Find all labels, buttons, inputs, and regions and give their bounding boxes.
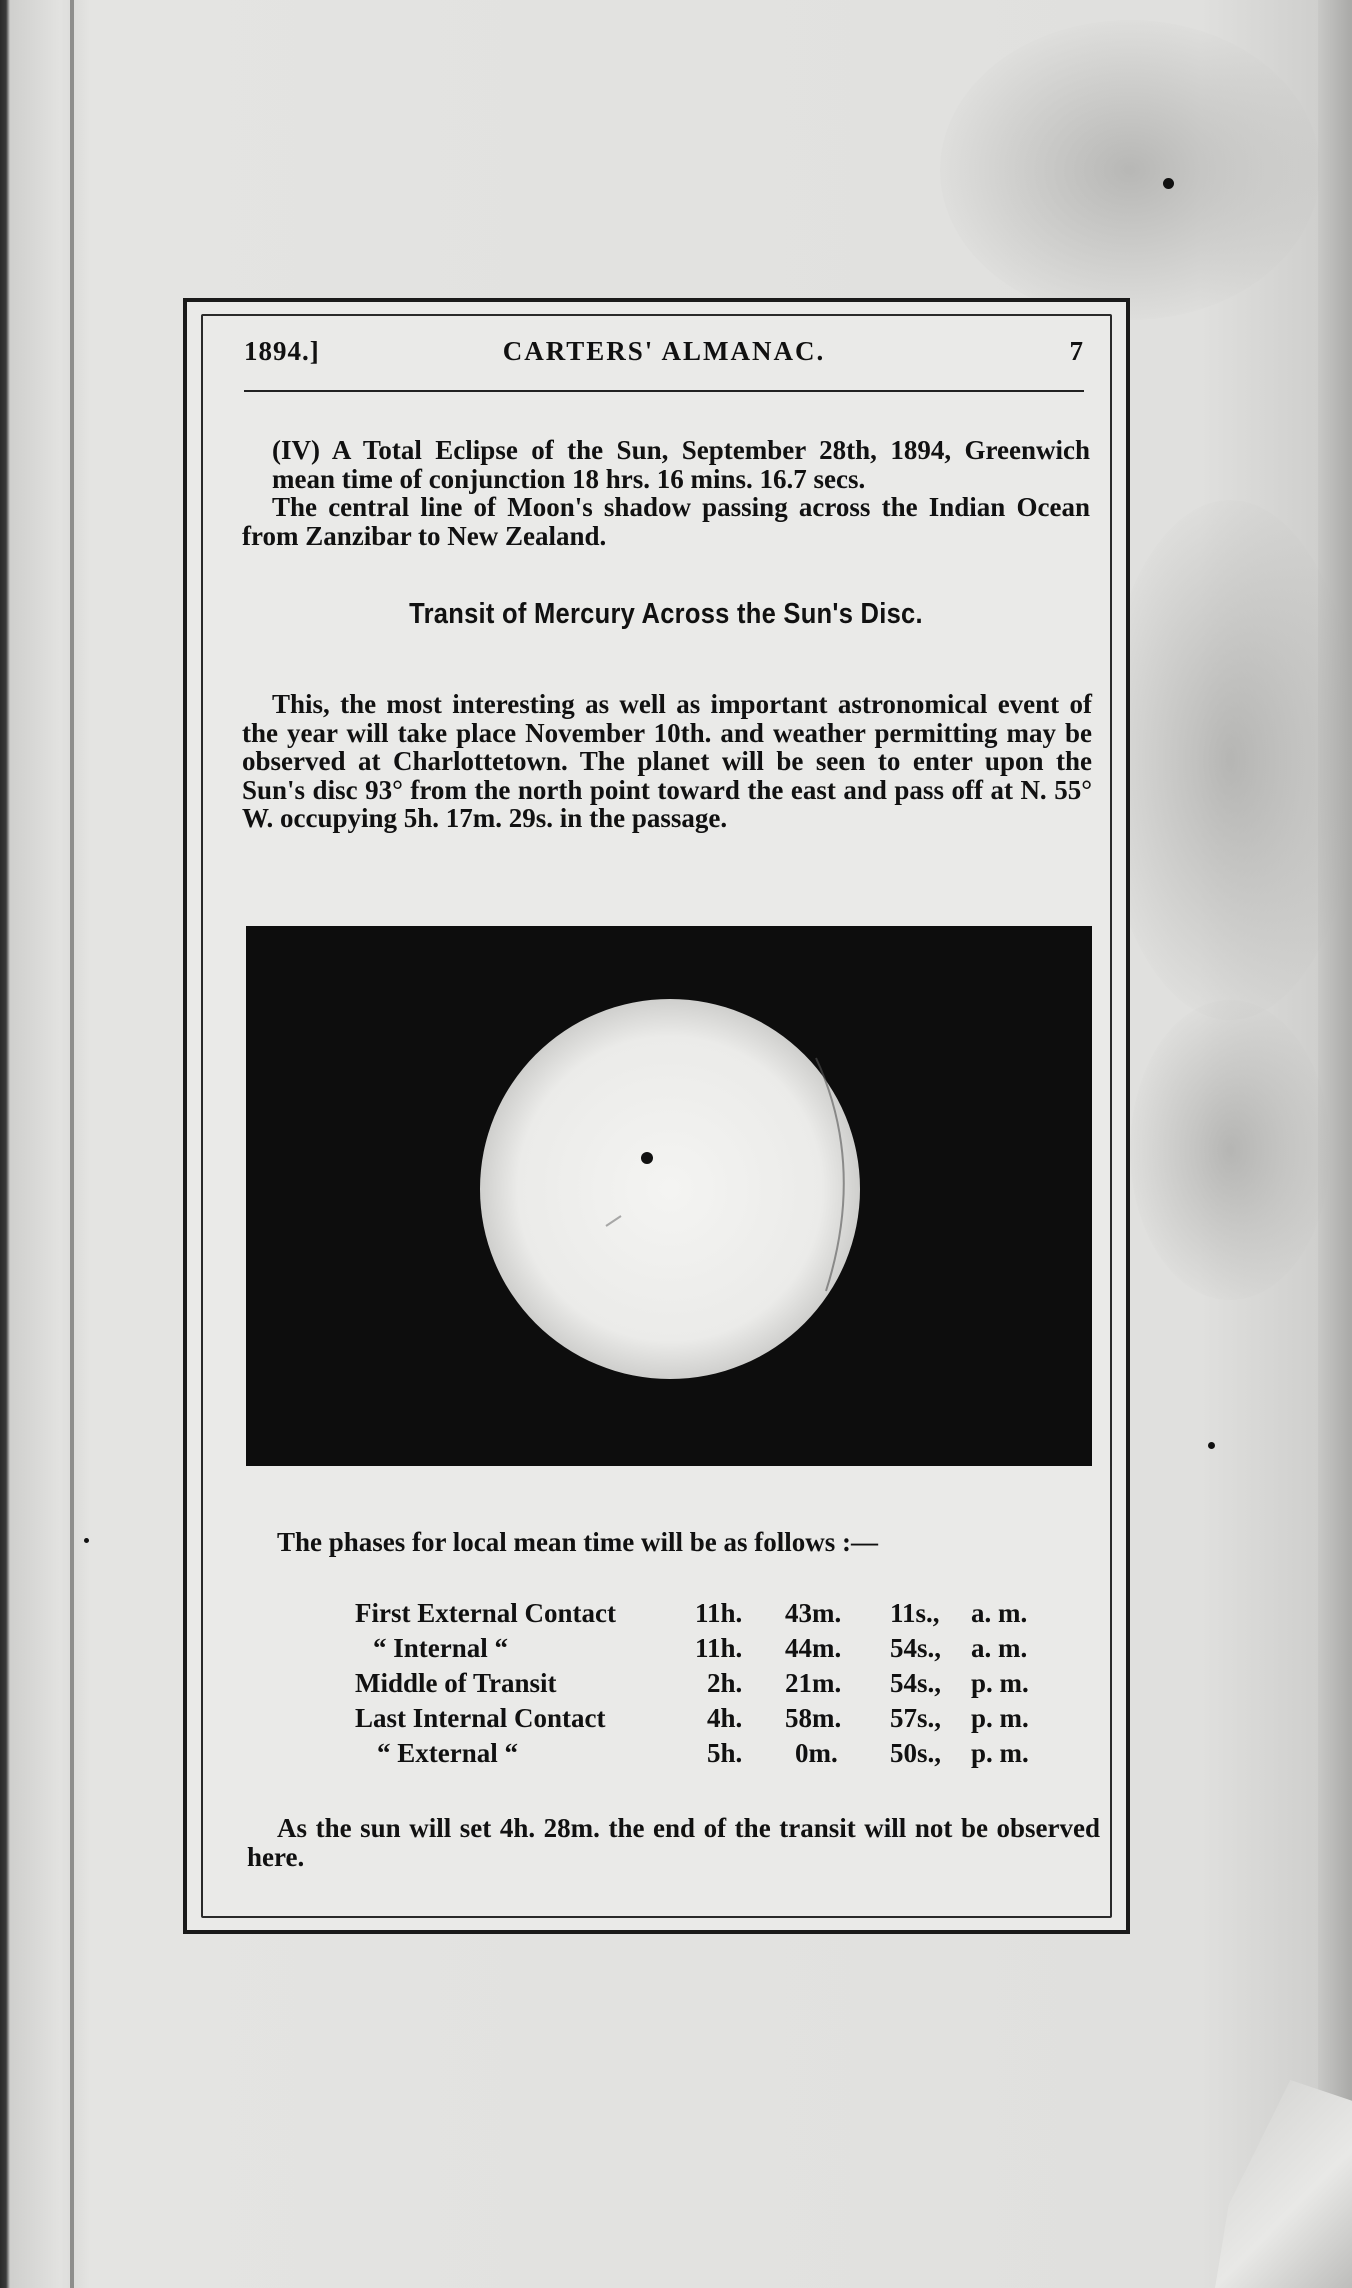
ink-speck [1163, 178, 1174, 189]
phase-second: 54s., [890, 1633, 942, 1663]
eclipse-paragraph [242, 436, 1090, 493]
header-title: CARTERS' ALMANAC. [502, 336, 826, 366]
phase-second: 57s., [890, 1703, 942, 1733]
phase-minute: 44m. [785, 1633, 842, 1663]
sun-disc-photo [246, 926, 1092, 1466]
header-rule [244, 390, 1084, 392]
phase-hour: 5h. [707, 1738, 743, 1768]
phase-name: “ Internal “ [373, 1633, 508, 1663]
phase-name: “ External “ [377, 1738, 518, 1768]
phase-hour: 11h. [695, 1633, 743, 1663]
phase-name: First External Contact [355, 1598, 616, 1628]
phase-minute: 0m. [795, 1738, 838, 1768]
phase-second: 54s., [890, 1668, 942, 1698]
phase-second: 11s., [890, 1598, 940, 1628]
phase-meridiem: a. m. [971, 1633, 1028, 1663]
phase-minute: 58m. [785, 1703, 842, 1733]
phase-minute: 21m. [785, 1668, 842, 1698]
phase-name: Middle of Transit [355, 1668, 557, 1698]
mercury-dot [641, 1152, 653, 1164]
water-stain [1100, 500, 1352, 1020]
ink-speck [1208, 1442, 1215, 1449]
ink-speck [84, 1538, 89, 1543]
book-spine [70, 0, 74, 2288]
phase-meridiem: p. m. [971, 1738, 1029, 1768]
page-number: 7 [1069, 336, 1084, 366]
phase-hour: 4h. [707, 1703, 743, 1733]
phase-meridiem: p. m. [971, 1668, 1029, 1698]
phase-hour: 2h. [707, 1668, 743, 1698]
phase-second: 50s., [890, 1738, 942, 1768]
water-stain [940, 20, 1320, 320]
running-header [244, 336, 1084, 372]
phase-meridiem: p. m. [971, 1703, 1029, 1733]
header-year: 1894.] [244, 336, 320, 366]
almanac-page [183, 298, 1130, 1934]
phase-hour: 11h. [695, 1598, 743, 1628]
phase-minute: 43m. [785, 1598, 842, 1628]
water-stain [1130, 1000, 1330, 1300]
sun-disc [480, 999, 860, 1379]
phase-meridiem: a. m. [971, 1598, 1028, 1628]
eclipse-text: (IV) A Total Eclipse of the Sun, September 28th, 1894, Greenwich mean time of conjunction 18 hrs. 16 mins. 16.7 secs. [272, 435, 1090, 494]
phases-intro: The phases for local mean time will be as follows :— [277, 1527, 878, 1557]
phase-name: Last Internal Contact [355, 1703, 606, 1733]
shadow-path-paragraph: The central line of Moon's shadow passing across the Indian Ocean from Zanzibar to New Zealand. [242, 492, 1090, 551]
sunset-note: As the sun will set 4h. 28m. the end of the transit will not be observed here. [247, 1813, 1100, 1872]
transit-paragraph: This, the most interesting as well as important astronomical event of the year will take place November 10th. and weather permitting may be observed at Charlottetown. The planet will be seen to enter upon the Sun's disc 93° from the north point toward the east and pass off at N. 55° W. occupying 5h. 17m. 29s. in the passage. [242, 689, 1092, 833]
section-heading: Transit of Mercury Across the Sun's Disc. [409, 598, 923, 630]
sun-disc-illustration [246, 926, 1092, 1466]
